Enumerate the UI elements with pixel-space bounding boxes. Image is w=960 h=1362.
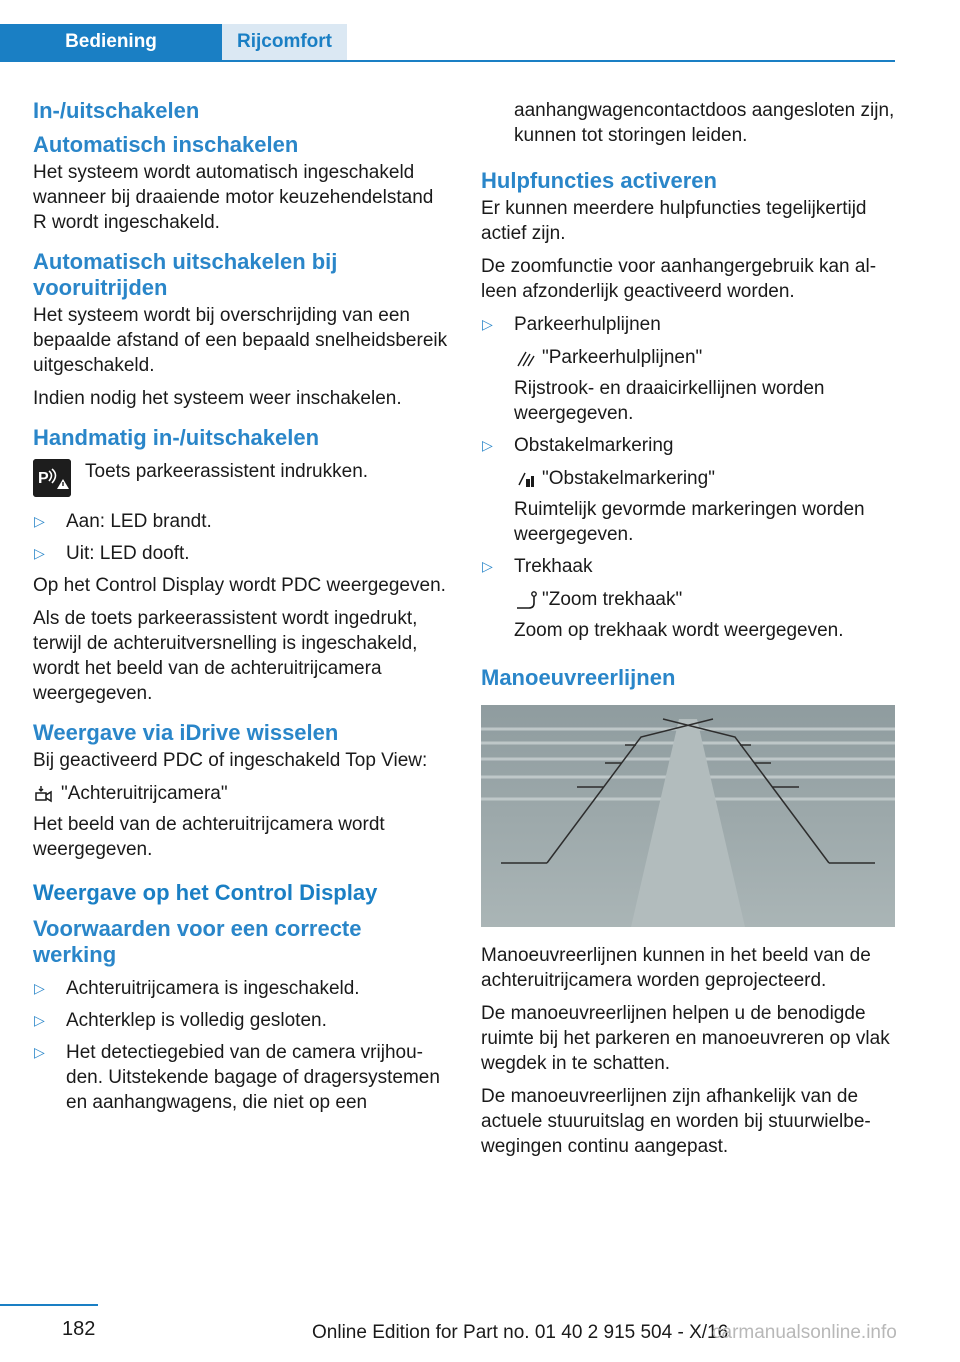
menu-label: "Zoom trekhaak" [542,589,683,610]
edition-text: Online Edition for Part no. 01 40 2 915 504 - X/16 [312,1322,729,1343]
list-item: ▷ Het detectiegebied van de camera vrijhouden. Uitstekende bagage of dragersystemen en aanhangwagens, die niet op een [34,1042,440,1113]
list-item: ▷ Uit: LED dooft. [34,543,190,564]
menu-label: "Obstakelmarkering" [542,468,715,489]
heading-control-display: Weergave op het Control Display [33,880,378,905]
conditions-list [33,976,448,1115]
text-aux-1: Er kunnen meerdere hulpfuncties tegelijkertijd actief zijn. [481,198,867,244]
rear-camera-icon [33,782,57,806]
menu-achteruitrijcamera [33,781,448,806]
tab-bediening[interactable]: Bediening [0,24,222,60]
item-description: Rijstrook- en draaicirkellijnen worden weergegeven. [514,378,825,424]
park-assist-button-icon [33,459,71,497]
list-item: ▷ Achteruitrijcamera is ingeschakeld. [34,978,360,999]
menu-label: "Achteruitrijcamera" [61,783,228,804]
tab-rijcomfort[interactable]: Rijcomfort [222,24,347,60]
text-lines-1: Manoeuvreerlijnen kunnen in het beeld van de achteruitrijcamera worden geprojecteerd. [481,945,871,991]
list-item [481,433,896,547]
text-auto-on: Het systeem wordt automatisch ingeschakeld wanneer bij draaiende motor keuzehendelstand R wordt ingeschakeld. [33,162,434,233]
menu-parkeerhulplijnen [514,345,896,370]
aux-functions-list [481,312,896,643]
tow-hitch-icon [514,588,538,612]
text-idrive: Bij geactiveerd PDC of ingeschakeld Top View: [33,750,428,771]
triangle-bullet-icon: ▷ [34,1012,45,1028]
menu-label: "Parkeerhulplijnen" [542,347,703,368]
key-instruction-text: Toets parkeerassistent indrukken. [85,461,369,482]
heading-automatisch-inschakelen: Automatisch inschakelen [33,132,299,157]
list-item [481,312,896,426]
triangle-bullet-icon: ▷ [482,558,493,574]
right-column [481,98,896,1167]
list-item [481,554,896,643]
menu-obstakelmarkering [514,466,896,491]
heading-idrive: Weergave via iDrive wisselen [33,720,339,745]
text-lines-2: De manoeuvreerlijnen helpen u de benodigde ruimte bij het parkeren en manoeuvreren op vlak wegdek in te schatten. [481,1003,890,1074]
text-lines-3: De manoeuvreerlijnen zijn afhankelijk van de actuele stuuruitslag en worden bij stuurwielbewegingen continu aangepast. [481,1086,871,1157]
header-bar [0,0,960,62]
item-description: Zoom op trekhaak wordt weergegeven. [514,620,844,641]
triangle-bullet-icon: ▷ [34,980,45,996]
maneuver-lines-illustration [481,705,895,927]
heading-handmatig: Handmatig in-/uitschakelen [33,425,320,450]
header-rule [0,60,895,62]
item-title: Obstakelmarkering [514,435,674,456]
item-description: Ruimtelijk gevormde markeringen worden weergegeven. [514,499,865,545]
triangle-bullet-icon: ▷ [34,545,45,561]
footer-rule [0,1304,98,1306]
heading-in-uitschakelen: In-/uitschakelen [33,98,200,123]
text-continued: aanhangwagencontactdoos aangesloten zijn, kunnen tot storingen leiden. [514,100,895,146]
item-title: Parkeerhulplijnen [514,314,661,335]
item-title: Trekhaak [514,556,593,577]
svg-text:P: P [38,470,49,487]
obstacle-marking-icon [514,467,538,491]
menu-zoom-trekhaak [514,587,896,612]
led-status-list [33,509,448,566]
page-number: 182 [62,1318,96,1340]
text-auto-off: Het systeem wordt bij overschrijding van een bepaalde afstand of een bepaald snelheidsbereik uitgeschakeld. [33,305,448,376]
list-item: ▷ Achterklep is volledig gesloten. [34,1010,327,1031]
watermark: carmanualsonline.info [712,1322,897,1343]
left-column [33,98,448,1122]
triangle-bullet-icon: ▷ [34,513,45,529]
heading-voorwaarden: Voorwaarden voor een correcte werking [33,916,362,967]
text-camera: Het beeld van de achteruitrijcamera wordt weergegeven. [33,814,385,860]
list-item: ▷ Aan: LED brandt. [34,511,212,532]
key-instruction [33,459,448,497]
continued-text-wrap [481,98,896,148]
text-reactivate: Indien nodig het systeem weer inschakelen. [33,388,402,409]
heading-manoeuvreerlijnen: Manoeuvreerlijnen [481,665,676,690]
text-key-reverse: Als de toets parkeerassistent wordt ingedrukt, terwijl de achteruitversnelling is ingeschakeld, wordt het beeld van de achteruitrijcamera weergegeven. [33,608,418,704]
triangle-bullet-icon: ▷ [34,1044,45,1060]
parking-lines-icon [514,346,538,370]
text-pdc: Op het Control Display wordt PDC weergegeven. [33,575,446,596]
heading-automatisch-uitschakelen: Automatisch uitschakelen bij vooruitrijden [33,249,338,300]
heading-hulpfuncties: Hulpfuncties activeren [481,168,717,193]
triangle-bullet-icon: ▷ [482,437,493,453]
triangle-bullet-icon: ▷ [482,316,493,332]
text-aux-2: De zoomfunctie voor aanhangergebruik kan alleen afzonderlijk geactiveerd worden. [481,256,877,302]
